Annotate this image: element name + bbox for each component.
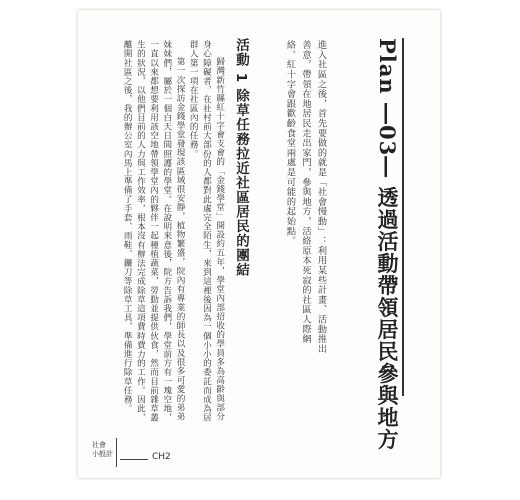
footer-label-line: 社會 xyxy=(92,441,106,449)
page-footer xyxy=(92,438,202,468)
activity-title: 活動 1 除草任務拉近社區居民的團結 xyxy=(233,38,249,278)
body-text xyxy=(120,40,226,425)
footer-rule xyxy=(120,459,148,460)
body-paragraph: 第一次探訪金錢學堂發現該區域很安靜，植物繁盛，院內有專業的師長以及很多可愛的弟弟妹妹們，屬於一個白天日間照護的學堂。在說明來意後，院方告訴我們，學堂前方有一塊空地，一直以來都想要利用該空地帶領學堂內的夥伴一起種植蔬菜，勞動並提供伙食，然而目前雜草叢生的狀況，以他們目前的人力與工作效率，根本沒有辦法完成除草這項費時費力的工作。因此，離開社區之後，我的辦公室內馬上準備了手套、雨鞋、鐮刀等除草工具，準備進行除草任務。 xyxy=(122,40,186,423)
book-page xyxy=(78,10,440,478)
footer-label-line: 小般計 xyxy=(92,450,113,458)
body-paragraph: 歸灣新竹縣紅十字會支會的「金錢學堂」開設約五年，學堂內部招收的學員多為高齡與部分身心障礙者，在社村前大部份的人都對此處完全陌生，來到這裡後因為一個小小的委託而成為居群人第一項在社區內的任務。 xyxy=(188,40,225,423)
plan-intro-text: 進入社區之後，首先要做的就是「社會慢動」：利用某些計畫、活動推出善意，帶領在地居民走出家門，參與地方，活絡原本死寂的社區人際網絡。紅十字會跟歡齡食堂兩處是可能的起始點。 xyxy=(284,40,327,354)
footer-chapter: CH2 xyxy=(152,452,171,462)
plan-divider-bar xyxy=(402,38,404,396)
plan-heading: Plan ―03― 透過活動帶領居民參與地方 xyxy=(375,38,400,451)
footer-book-label xyxy=(92,438,117,467)
